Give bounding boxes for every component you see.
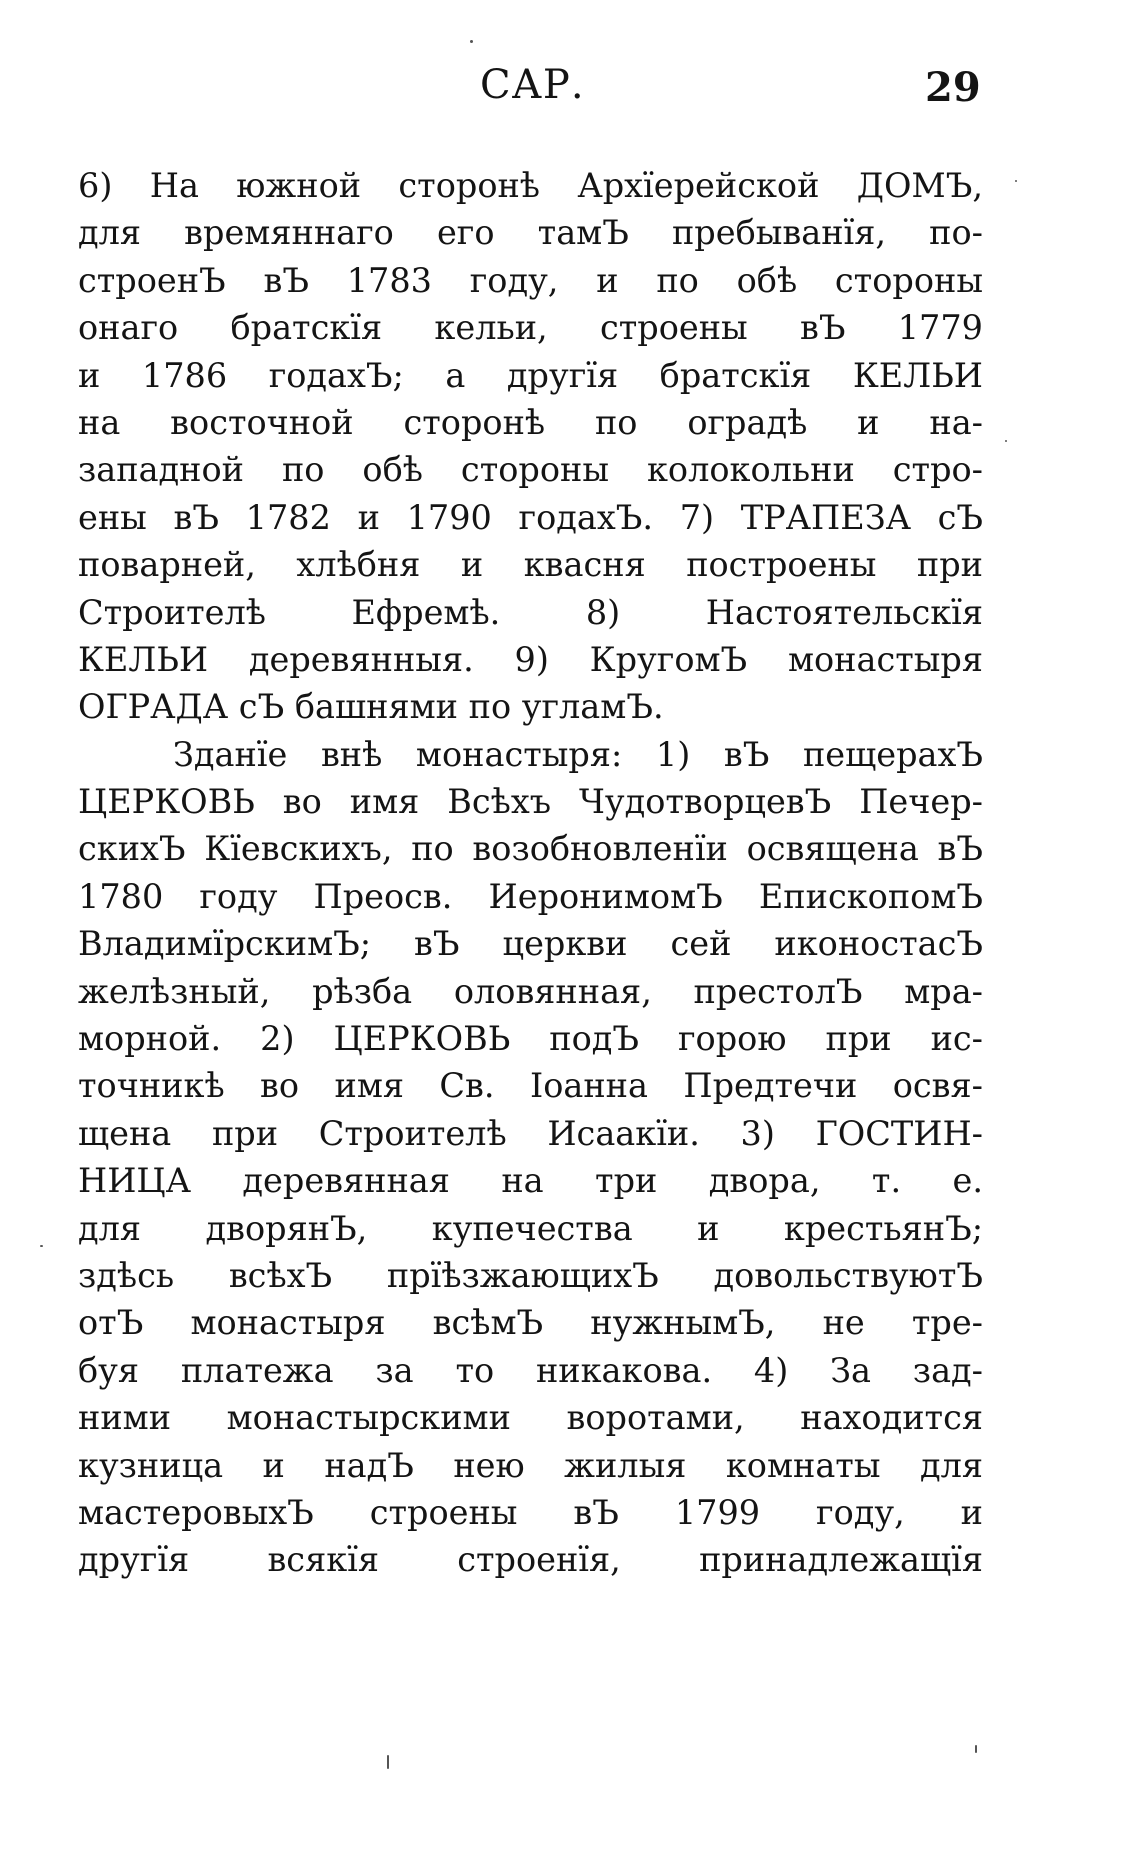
scan-speck <box>1015 180 1017 182</box>
running-head: САР. <box>480 62 585 108</box>
text-line: и 1786 годахЪ; а другїя братскїя КЕЛЬИ <box>78 355 983 395</box>
text-line: на восточной сторонѣ по оградѣ и на- <box>78 402 983 442</box>
text-line: западной по обѣ стороны колокольни стро- <box>78 450 983 490</box>
text-line: другїя всякїя строенїя, принадлежащїя <box>78 1540 983 1580</box>
text-line: ними монастырскими воротами, находится <box>78 1398 983 1438</box>
paragraph-first-line: Зданїе внѣ монастыря: 1) вЪ пещерахЪ <box>173 734 983 774</box>
paragraph-end-line: ОГРАДА сЪ башнями по угламЪ. <box>78 687 664 727</box>
text-line: КЕЛЬИ деревянныя. 9) КругомЪ монастыря <box>78 639 983 679</box>
text-line: кузница и надЪ нею жилыя комнаты для <box>78 1445 983 1485</box>
text-line: щена при Строителѣ Исаакїи. 3) ГОСТИН- <box>78 1113 983 1153</box>
text-line: ЦЕРКОВЬ во имя Всѣхъ ЧудотворцевЪ Печер- <box>78 782 983 822</box>
text-line: точникѣ во имя Св. Іоанна Предтечи освя- <box>78 1066 983 1106</box>
page-header <box>0 62 1140 122</box>
text-line: отЪ монастыря всѣмЪ нужнымЪ, не тре- <box>78 1303 983 1343</box>
text-line: для времяннаго его тамЪ пребыванїя, по- <box>78 213 983 253</box>
scan-speck <box>387 1755 389 1769</box>
scan-speck <box>40 1245 43 1247</box>
text-line: НИЦА деревянная на три двора, т. е. <box>78 1161 983 1201</box>
text-line: ВладимїрскимЪ; вЪ церкви сей иконостасЪ <box>78 924 983 964</box>
text-line: скихЪ Кїевскихъ, по возобновленїи освящена вЪ <box>78 829 983 869</box>
scan-speck <box>1005 440 1007 442</box>
body-text <box>78 162 983 1584</box>
text-line: буя платежа за то никакова. 4) За зад- <box>78 1350 983 1390</box>
text-line: желѣзный, рѣзба оловянная, престолЪ мра- <box>78 971 983 1011</box>
text-line: 1780 году Преосв. ИеронимомЪ ЕпископомЪ <box>78 876 983 916</box>
text-line: 6) На южной сторонѣ Архїерейской ДОМЪ, <box>78 166 983 205</box>
text-line: онаго братскїя кельи, строены вЪ 1779 <box>78 308 983 348</box>
text-line: здѣсь всѣхЪ прїѣзжающихЪ довольствуютЪ <box>78 1255 983 1295</box>
text-line: мастеровыхЪ строены вЪ 1799 году, и <box>78 1492 983 1532</box>
scan-speck <box>470 40 473 43</box>
text-line: для дворянЪ, купечества и крестьянЪ; <box>78 1208 983 1248</box>
scan-speck <box>975 1745 977 1753</box>
text-line: морной. 2) ЦЕРКОВЬ подЪ горою при ис- <box>78 1019 983 1059</box>
page-number: 29 <box>925 64 981 111</box>
text-line: поварней, хлѣбня и квасня построены при <box>78 545 983 585</box>
text-line: строенЪ вЪ 1783 году, и по обѣ стороны <box>78 260 983 300</box>
text-line: ены вЪ 1782 и 1790 годахЪ. 7) ТРАПЕЗА сЪ <box>78 497 983 537</box>
text-line: Строителѣ Ефремѣ. 8) Настоятельскїя <box>78 592 983 632</box>
